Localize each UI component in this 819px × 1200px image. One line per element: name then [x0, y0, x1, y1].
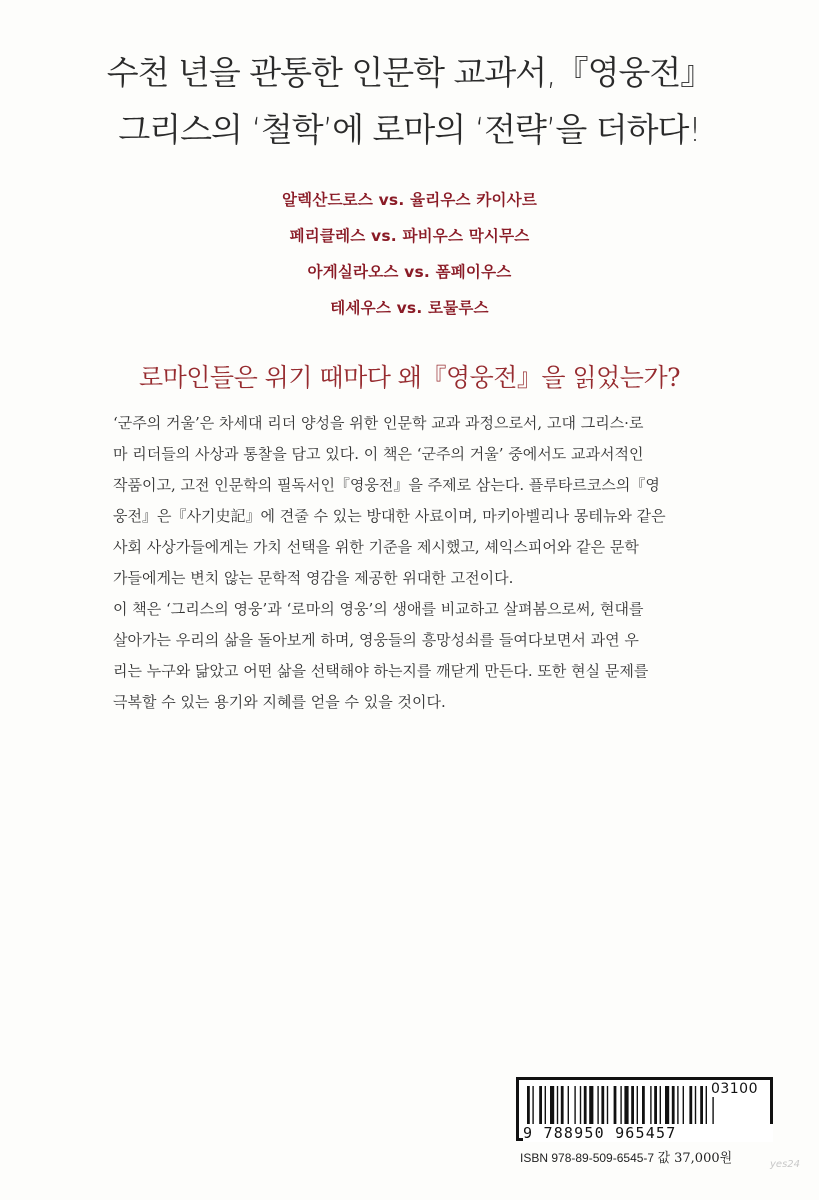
barcode-bar [654, 1086, 657, 1126]
barcode-bar [568, 1086, 569, 1126]
body-line: 가들에게는 변치 않는 문학적 영감을 제공한 위대한 고전이다. [113, 569, 514, 587]
barcode-bar [601, 1086, 604, 1126]
book-price: 값 37,000원 [657, 1151, 733, 1166]
barcode-bar [672, 1086, 675, 1126]
barcode-bar [683, 1086, 684, 1126]
barcode-bar [706, 1086, 707, 1126]
barcode-bar [561, 1086, 564, 1126]
barcode-bar [574, 1086, 575, 1126]
barcode-bar [665, 1086, 669, 1126]
headline [0, 44, 819, 158]
hero-pairs-list [0, 182, 819, 326]
body-line: 사회 사상가들에게는 가치 선택을 위한 기준을 제시했고, 셰익스피어와 같은 문학 [113, 538, 639, 556]
body-line: 살아가는 우리의 삶을 돌아보게 하며, 영웅들의 흥망성쇠를 들여다보면서 과연 우 [113, 631, 639, 649]
barcode-bar [589, 1086, 593, 1126]
body-line: 마 리더들의 사상과 통찰을 담고 있다. 이 책은 ‘군주의 거울’ 중에서도 교과서적인 [113, 445, 644, 463]
barcode-bar [545, 1086, 546, 1126]
barcode-bar [550, 1086, 554, 1126]
barcode-bar [650, 1086, 651, 1126]
barcode-bar [689, 1086, 692, 1126]
price-code: 03100 [710, 1081, 758, 1097]
headline-line-2: 그리스의 ‘철학’에 로마의 ‘전략’을 더하다! [118, 110, 701, 149]
barcode-digits: 9 788950 965457 [523, 1124, 773, 1142]
barcode-bar [660, 1086, 661, 1126]
barcode-bar [677, 1086, 678, 1126]
hero-pair: 알렉산드로스 vs. 율리우스 카이사르 [281, 191, 538, 209]
barcode-bar [700, 1086, 703, 1126]
barcode-bar [614, 1086, 617, 1126]
watermark-logo: yes24 [770, 1159, 801, 1170]
barcode-bar [527, 1086, 530, 1126]
body-line: 작품이고, 고전 인문학의 필독서인『영웅전』을 주제로 삼는다. 플루타르코스의『영 [113, 476, 660, 494]
barcode-frame [516, 1077, 773, 1141]
barcode-bar [637, 1086, 638, 1126]
body-paragraphs [113, 408, 713, 718]
barcode-bar [580, 1086, 581, 1126]
hero-pair: 페리클레스 vs. 파비우스 막시무스 [289, 227, 530, 245]
barcode-bar [539, 1086, 542, 1126]
body-line: 이 책은 ‘그리스의 영웅’과 ‘로마의 영웅’의 생애를 비교하고 살펴봄으로써, 현대를 [113, 600, 644, 618]
barcode-bar [695, 1086, 696, 1126]
isbn-line [520, 1147, 732, 1166]
barcode-bar [607, 1086, 608, 1126]
barcode-bar [624, 1086, 628, 1126]
barcode-bar [597, 1086, 598, 1126]
body-line: 리는 누구와 닮았고 어떤 삶을 선택해야 하는지를 깨닫게 만든다. 또한 현실 문제를 [113, 662, 649, 680]
body-line: 극복할 수 있는 용기와 지혜를 얻을 수 있을 것이다. [113, 693, 446, 711]
barcode-block [516, 1077, 778, 1173]
barcode-bar [631, 1086, 634, 1126]
barcode-bar [642, 1086, 645, 1126]
body-line: 웅전』은『사기史記』에 견줄 수 있는 방대한 사료이며, 마키아벨리나 몽테뉴와 같은 [113, 507, 666, 525]
barcode-bar [532, 1086, 533, 1126]
hero-pair: 아게실라오스 vs. 폼페이우스 [307, 263, 512, 281]
barcode-bar [557, 1086, 558, 1126]
barcode-bar [620, 1086, 621, 1126]
hero-pair: 테세우스 vs. 로물루스 [330, 299, 489, 317]
isbn-number: ISBN 978-89-509-6545-7 [520, 1151, 655, 1165]
section-question: 로마인들은 위기 때마다 왜『영웅전』을 읽었는가? [138, 363, 681, 392]
headline-line-1: 수천 년을 관통한 인문학 교과서,『영웅전』 [106, 53, 713, 92]
barcode-bar [584, 1086, 587, 1126]
body-line: ‘군주의 거울’은 차세대 리더 양성을 위한 인문학 교과 과정으로서, 고대 그리스·로 [113, 414, 644, 432]
